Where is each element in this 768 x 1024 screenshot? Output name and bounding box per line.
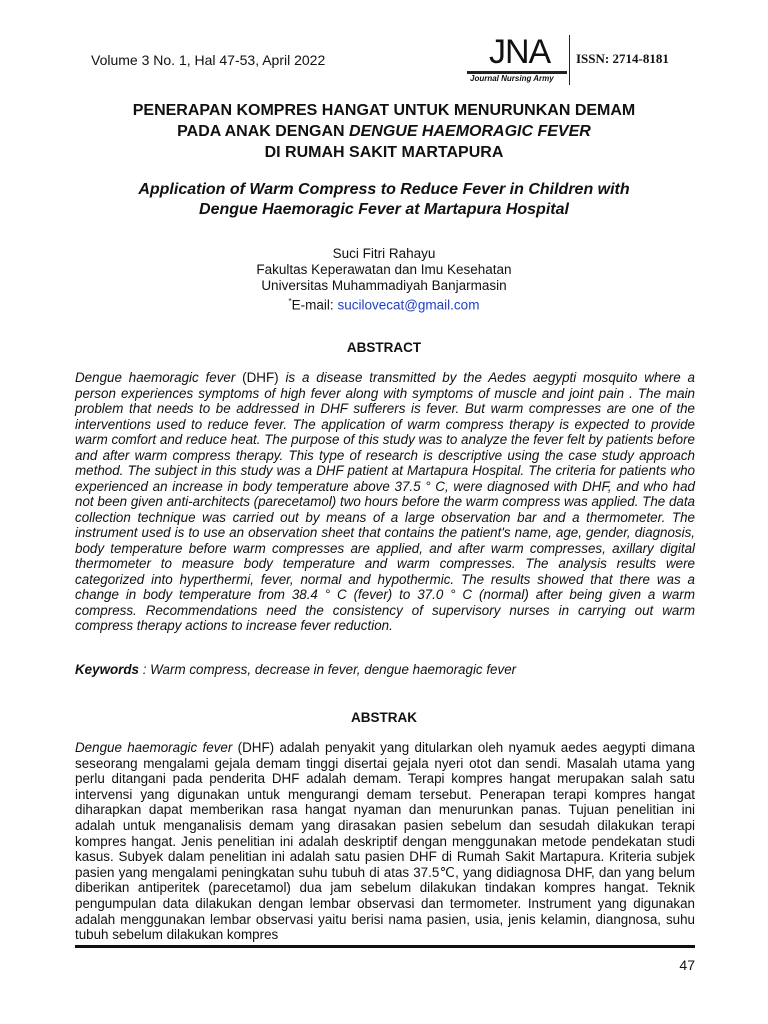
abstract-body: is a disease transmitted by the Aedes aegypti mosquito where a person experiences symptoms of high fever along with symptoms of muscle and joint pain . The main problem that needs to be addressed in DHF sufferers is fever. But warm compresses are one of the interventions used to reduce fever. The application of warm compress therapy is expected to provide warm comfort and reduce heat. The purpose of this study was to analyze the fever felt by patients before and after warm compress therapy. This type of research is descriptive using the case study approach method. The subject in this study was a DHF patient at Martapura Hospital. The criteria for patients who experienced an increase in body temperature above 37.5 ° C, were diagnosed with DHF, and who had not been given anti-architects (parecetamol) two hours before the warm compress was applied. The data collection technique was carried out by means of a large observation bar and a thermometer. The instrument used is to use an observation sheet that contains the patient's name, age, gender, diagnosis, body temperature before warm compresses are applied, and after warm compresses, axillary digital thermometer to measure body temperature and warm compresses. The analysis results were categorized into hyperthermi, fever, normal and hypothermic. The results showed that there was a change in body temperature from 38.4 ° C (fever) to 37.0 ° C (normal) after being given a warm compress. Recommendations need the consistency of supervisory nurses in carrying out warm compress therapy actions to increase fever reduction. xyxy=(75,370,696,633)
keywords xyxy=(75,662,695,677)
title-id-line2-italic: DENGUE HAEMORAGIC FEVER xyxy=(349,123,591,140)
journal-logo xyxy=(467,33,571,85)
email-link[interactable]: sucilovecat@gmail.com xyxy=(337,297,480,313)
title-id-line1: PENERAPAN KOMPRES HANGAT UNTUK MENURUNKAN DEMAM xyxy=(132,102,636,119)
title-id-line3: DI RUMAH SAKIT MARTAPURA xyxy=(264,144,504,161)
keywords-text: : Warm compress, decrease in fever, dengue haemoragic fever xyxy=(139,662,517,677)
author-block xyxy=(60,246,708,314)
abstract-english xyxy=(75,370,695,634)
email-label: E-mail: xyxy=(291,297,338,313)
journal-header xyxy=(0,0,768,90)
abstrak-heading: ABSTRAK xyxy=(351,710,417,725)
author-name: Suci Fitri Rahayu xyxy=(332,246,436,261)
author-email-line xyxy=(60,294,708,314)
author-university: Universitas Muhammadiyah Banjarmasin xyxy=(261,278,507,293)
title-english xyxy=(60,180,708,220)
issn-number: ISSN: 2714-8181 xyxy=(576,51,669,66)
page-number: 47 xyxy=(679,957,695,973)
header-divider xyxy=(569,35,570,85)
title-indonesian xyxy=(60,100,708,163)
title-en-line1: Application of Warm Compress to Reduce Fever in Children with xyxy=(138,181,630,198)
abstract-lead: Dengue haemoragic fever xyxy=(75,370,236,385)
footer-rule xyxy=(75,945,695,948)
abstrak-body: (DHF) adalah penyakit yang ditularkan oleh nyamuk aedes aegypti dimana seseorang mengalami gejala demam tinggi disertai gejala nyeri otot dan sendi. Masalah utama yang perlu ditangani pada penderita DHF adalah demam. Terapi kompres hangat merupakan salah satu intervensi yang digunakan untuk mengurangi demam tersebut. Penerapan terapi kompres hangat diharapkan dapat memberikan rasa hangat nyaman dan menurunkan panas. Tujuan penelitian ini adalah untuk menganalisis demam yang dirasakan pasien sebelum dan sesudah dilakukan terapi kompres hangat. Jenis penelitian ini adalah deskriptif dengan menggunakan metode pendekatan studi kasus. Subyek dalam penelitian ini adalah satu pasien DHF di Rumah Sakit Martapura. Kriteria subjek pasien yang mengalami peningkatan suhu tubuh di atas 37.5℃, yang didiagnosa DHF, dan yang belum diberikan antiperitek (parecetamol) dua jam sebelum dilakukan tindakan kompres hangat. Teknik pengumpulan data dilakukan dengan lembar observasi dan termometer. Instrument yang digunakan adalah menggunakan lembar observasi yaitu berisi nama pasien, usia, jenis kelamin, diangnosa, suhu tubuh sebelum dilakukan kompres xyxy=(75,740,695,943)
abstract-abbrev: (DHF) xyxy=(235,370,279,385)
abstrak-lead: Dengue haemoragic fever xyxy=(75,740,233,755)
logo-subtitle: Journal Nursing Army xyxy=(470,74,554,83)
email-mark: * xyxy=(288,297,292,306)
author-faculty: Fakultas Keperawatan dan Imu Kesehatan xyxy=(256,262,512,277)
volume-info: Volume 3 No. 1, Hal 47-53, April 2022 xyxy=(91,52,326,68)
abstrak-indonesian xyxy=(75,740,695,943)
keywords-label: Keywords xyxy=(75,662,139,677)
title-en-line2: Dengue Haemoragic Fever at Martapura Hospital xyxy=(199,201,569,218)
title-id-line2-plain: PADA ANAK DENGAN xyxy=(177,123,350,140)
abstract-heading: ABSTRACT xyxy=(346,340,422,355)
title-id-line2 xyxy=(60,121,708,142)
logo-letters: JNA xyxy=(489,33,551,71)
